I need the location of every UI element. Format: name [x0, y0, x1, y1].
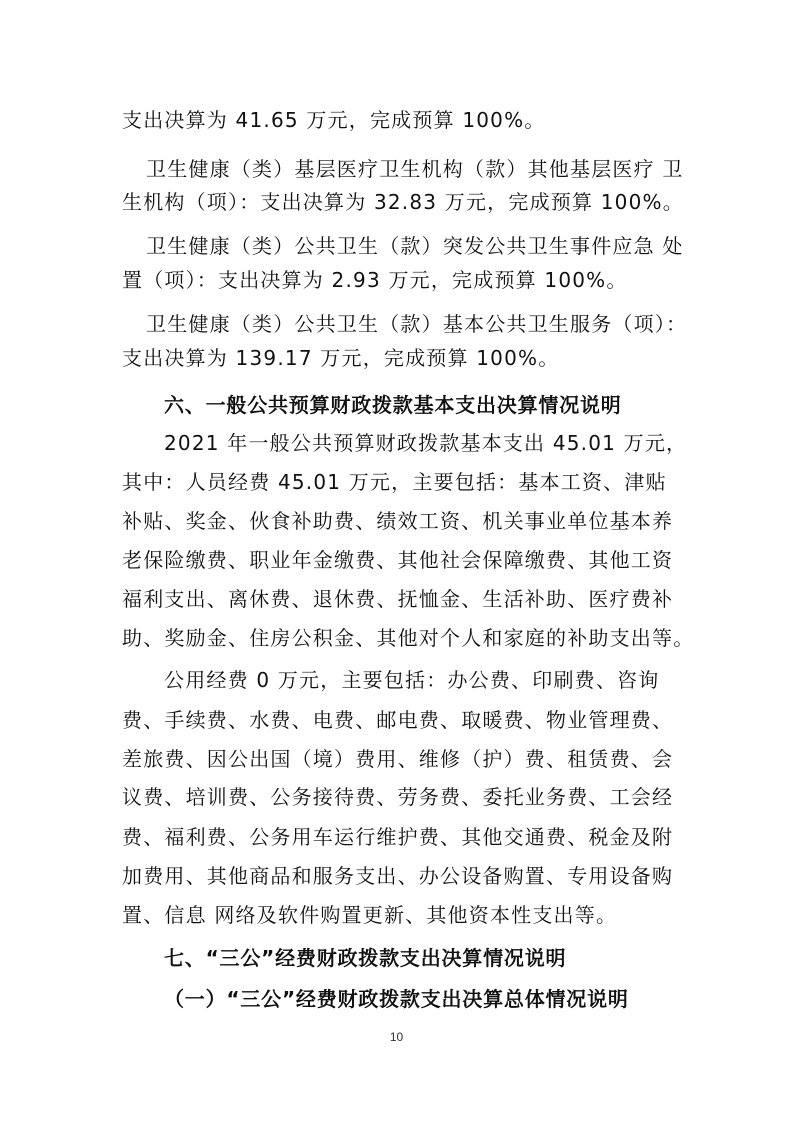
body-text-line: 2021 年一般公共预算财政拨款基本支出 45.01 万元，	[164, 431, 688, 455]
section-heading: 六、一般公共预算财政拨款基本支出决算情况说明	[164, 393, 622, 417]
body-text-line: 支出决算为 41.65 万元，完成预算 100%。	[122, 108, 546, 132]
body-text-line: 加费用、其他商品和服务支出、办公设备购置、专用设备购	[122, 864, 674, 888]
body-text-line: 支出决算为 139.17 万元，完成预算 100%。	[122, 346, 560, 370]
body-text-line: 福利支出、离休费、退休费、抚恤金、生活补助、医疗费补	[122, 587, 674, 611]
body-text-line: 费、手续费、水费、电费、邮电费、取暖费、物业管理费、	[122, 708, 674, 732]
body-text-line: 费、福利费、公务用车运行维护费、其他交通费、税金及附	[122, 825, 674, 849]
body-text-line: 老保险缴费、职业年金缴费、其他社会保障缴费、其他工资	[122, 548, 674, 572]
body-text-line: 卫生健康（类）公共卫生（款）基本公共卫生服务（项）：	[146, 312, 688, 336]
body-text-line: 差旅费、因公出国（境）费用、维修（护）费、租赁费、会	[122, 747, 674, 771]
section-heading: 七、“三公”经费财政拨款支出决算情况说明	[164, 946, 567, 970]
body-text-line: 公用经费 0 万元，主要包括：办公费、印刷费、咨询	[164, 668, 660, 692]
body-text-line: 卫生健康（类）基层医疗卫生机构（款）其他基层医疗 卫	[146, 157, 684, 181]
body-text-line: 补贴、奖金、伙食补助费、绩效工资、机关事业单位基本养	[122, 509, 674, 533]
subsection-heading: （一）“三公”经费财政拨款支出决算总体情况说明	[164, 987, 629, 1011]
body-text-line: 助、奖励金、住房公积金、其他对个人和家庭的补助支出等。	[122, 626, 695, 650]
body-text-line: 卫生健康（类）公共卫生（款）突发公共卫生事件应急 处	[146, 234, 684, 258]
page-number: 10	[389, 1030, 404, 1044]
body-text-line: 置（项）：支出决算为 2.93 万元，完成预算 100%。	[122, 268, 628, 292]
body-text-line: 生机构（项）：支出决算为 32.83 万元，完成预算 100%。	[122, 190, 684, 214]
body-text-line: 议费、培训费、公务接待费、劳务费、委托业务费、工会经	[122, 785, 674, 809]
body-text-line: 置、信息 网络及软件购置更新、其他资本性支出等。	[122, 903, 618, 927]
body-text-line: 其中：人员经费 45.01 万元，主要包括：基本工资、津贴	[122, 470, 667, 494]
